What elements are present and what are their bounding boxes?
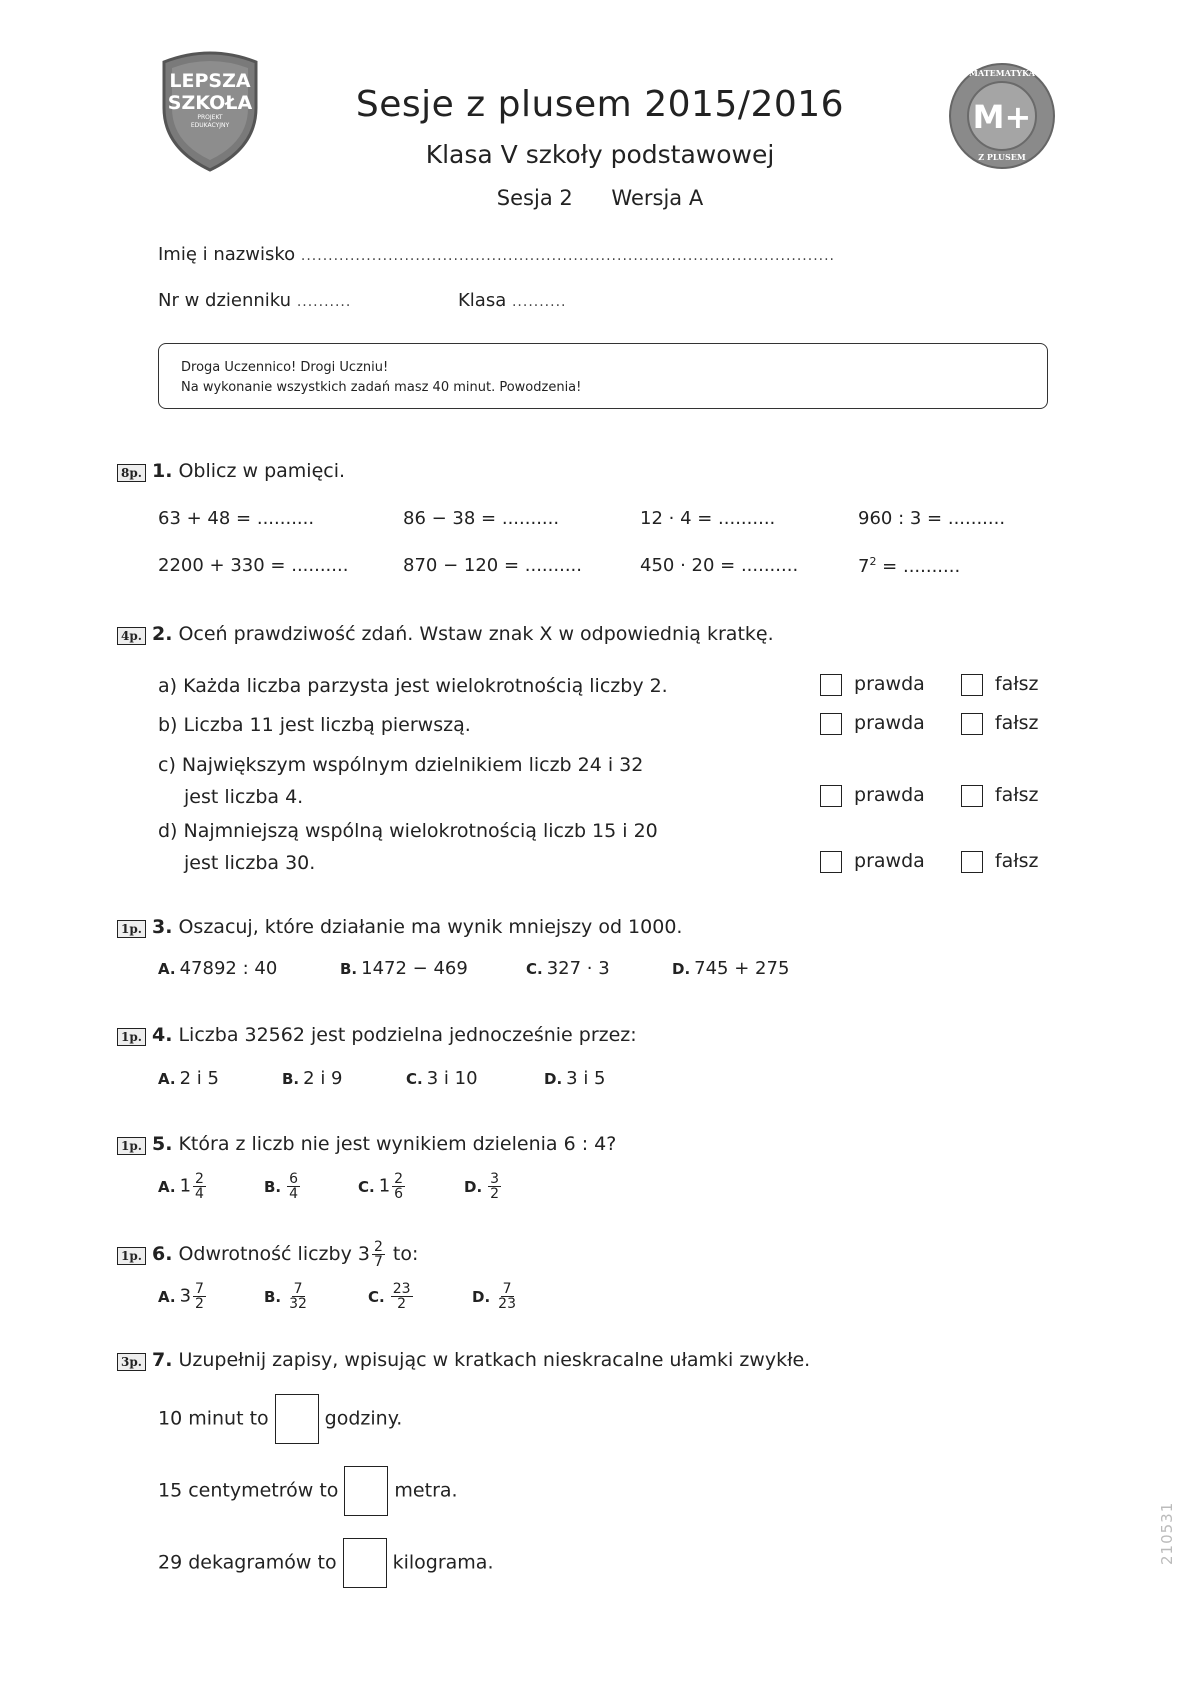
true-label: prawda [854, 673, 925, 695]
question-number: 6. [151, 1243, 173, 1265]
q2-statement-b: b) Liczba 11 jest liczbą pierwszą. [158, 714, 471, 736]
option-text: 2 i 9 [303, 1068, 343, 1089]
option-text: 2 i 5 [179, 1068, 219, 1089]
name-field[interactable]: .................................................................................................. [300, 248, 836, 264]
question-6-header [117, 1240, 418, 1269]
points-badge: 1p. [117, 1247, 146, 1265]
version-label: Wersja A [611, 186, 704, 210]
q2-statement-c-line2: jest liczba 4. [184, 786, 304, 808]
q7-row1-before: 10 minut to [158, 1407, 269, 1430]
checkbox-true[interactable] [820, 851, 842, 873]
denominator: 4 [195, 1186, 204, 1202]
checkbox-false[interactable] [961, 785, 983, 807]
q5-option-a[interactable] [158, 1172, 208, 1201]
true-label: prawda [854, 712, 925, 734]
numerator: 7 [293, 1281, 303, 1297]
option-fraction [392, 1172, 405, 1201]
q6-option-c[interactable] [368, 1282, 415, 1311]
q7-row-2 [158, 1466, 458, 1516]
option-text: 47892 : 40 [179, 958, 278, 979]
class-field[interactable]: .......... [511, 294, 567, 310]
true-label: prawda [854, 784, 925, 806]
denominator: 2 [195, 1296, 204, 1312]
denominator: 7 [373, 1254, 383, 1270]
journal-label: Nr w dzienniku [158, 290, 292, 311]
q1-expr-2[interactable]: 86 − 38 = .......... [403, 508, 560, 529]
q1-expr-5[interactable]: 2200 + 330 = .......... [158, 555, 349, 576]
class-row [458, 290, 567, 311]
option-letter: A. [158, 960, 176, 978]
question-number: 5. [151, 1133, 173, 1155]
question-text: Liczba 32562 jest podzielna jednocześnie przez: [178, 1024, 637, 1046]
question-number: 4. [151, 1024, 173, 1046]
logo-right-ring-top: MATEMATYKA [969, 68, 1035, 78]
true-label: prawda [854, 850, 925, 872]
points-badge: 8p. [117, 464, 146, 482]
q7-row3-before: 29 dekagramów to [158, 1551, 337, 1574]
page-title: Sesje z plusem 2015/2016 [355, 84, 845, 125]
logo-right-ring-bottom: Z PLUSEM [978, 152, 1026, 162]
session-line [0, 186, 1200, 210]
q2-c-options [820, 784, 1039, 807]
question-4-header [117, 1024, 637, 1046]
session-label: Sesja 2 [496, 186, 573, 210]
question-text-end: to: [386, 1243, 419, 1265]
question-2-header [117, 623, 774, 645]
points-badge: 1p. [117, 920, 146, 938]
q4-option-d[interactable] [544, 1068, 606, 1089]
option-whole: 1 [378, 1175, 391, 1197]
option-whole: 3 [179, 1285, 192, 1307]
option-letter: B. [282, 1070, 300, 1088]
false-label: fałsz [994, 784, 1039, 806]
false-label: fałsz [994, 712, 1039, 734]
checkbox-false[interactable] [961, 851, 983, 873]
option-letter: C. [526, 960, 543, 978]
denominator: 2 [397, 1296, 407, 1312]
question-number: 3. [151, 916, 173, 938]
q1-expr-4[interactable]: 960 : 3 = .......... [858, 508, 1006, 529]
q2-d-options [820, 850, 1039, 873]
question-text: Oszacuj, które działanie ma wynik mniejszy od 1000. [178, 916, 683, 938]
question-1-header [117, 460, 345, 482]
denominator: 4 [289, 1186, 299, 1202]
option-fraction [488, 1172, 501, 1201]
question-text: Uzupełnij zapisy, wpisując w kratkach nieskracalne ułamki zwykłe. [178, 1349, 811, 1371]
option-text: 3 i 10 [426, 1068, 478, 1089]
numerator: 2 [195, 1171, 204, 1187]
q4-option-a[interactable] [158, 1068, 219, 1089]
logo-left-line2: SZKOŁA [167, 92, 253, 114]
q4-option-c[interactable] [406, 1068, 478, 1089]
q5-option-d[interactable] [464, 1172, 503, 1201]
journal-field[interactable]: .......... [296, 294, 352, 310]
numerator: 6 [289, 1171, 299, 1187]
q2-statement-d-line2: jest liczba 30. [184, 852, 316, 874]
option-fraction [193, 1172, 206, 1201]
instruction-box [158, 343, 1048, 409]
q7-row2-before: 15 centymetrów to [158, 1479, 339, 1502]
denominator: 32 [289, 1296, 307, 1312]
answer-box-3[interactable] [343, 1538, 387, 1588]
checkbox-false[interactable] [961, 674, 983, 696]
numerator: 3 [490, 1171, 500, 1187]
q1-expr-7[interactable]: 450 · 20 = .......... [640, 555, 799, 576]
logo-left-line3: PROJEKT [197, 114, 223, 121]
q5-option-b[interactable] [264, 1172, 302, 1201]
q1-expr-3[interactable]: 12 · 4 = .......... [640, 508, 776, 529]
numerator: 2 [394, 1171, 404, 1187]
points-badge: 1p. [117, 1028, 146, 1046]
name-label: Imię i nazwisko [158, 244, 296, 265]
option-fraction [391, 1282, 413, 1311]
option-letter: C. [406, 1070, 423, 1088]
option-letter: B. [340, 960, 358, 978]
points-badge: 4p. [117, 627, 146, 645]
q2-statement-d-line1: d) Najmniejszą wspólną wielokrotnością liczb 15 i 20 [158, 820, 658, 842]
q1-expr-1[interactable]: 63 + 48 = .......... [158, 508, 315, 529]
option-letter: A. [158, 1070, 176, 1088]
denominator: 2 [490, 1186, 500, 1202]
q3-option-c[interactable] [526, 958, 610, 979]
q1-expr-6[interactable]: 870 − 120 = .......... [403, 555, 582, 576]
checkbox-true[interactable] [820, 674, 842, 696]
option-letter: C. [358, 1177, 375, 1196]
power-base: 7 [858, 556, 870, 577]
q6-option-a[interactable] [158, 1282, 208, 1311]
q7-row-1 [158, 1394, 402, 1444]
option-fraction [287, 1282, 309, 1311]
q3-option-a[interactable] [158, 958, 277, 979]
question-3-header [117, 916, 682, 938]
journal-row [158, 290, 351, 311]
q2-b-options [820, 712, 1039, 735]
question-fraction [372, 1240, 385, 1269]
points-badge: 1p. [117, 1137, 146, 1155]
q7-row1-after: godziny. [324, 1407, 403, 1430]
denominator: 6 [394, 1186, 404, 1202]
option-fraction [287, 1172, 300, 1201]
question-number: 2. [151, 623, 173, 645]
checkbox-true[interactable] [820, 785, 842, 807]
q3-option-b[interactable] [340, 958, 468, 979]
option-fraction [496, 1282, 518, 1311]
option-letter: A. [158, 1287, 176, 1306]
q4-option-b[interactable] [282, 1068, 343, 1089]
numerator: 7 [502, 1281, 512, 1297]
power-rest: = .......... [876, 556, 961, 577]
false-label: fałsz [994, 673, 1039, 695]
question-text: Odwrotność liczby 3 [178, 1243, 370, 1265]
q7-row-3 [158, 1538, 494, 1588]
logo-left-line1: LEPSZA [169, 70, 251, 92]
instruction-line2: Na wykonanie wszystkich zadań masz 40 minut. Powodzenia! [181, 380, 582, 395]
option-text: 745 + 275 [694, 958, 790, 979]
q2-a-options [820, 673, 1039, 696]
q6-option-b[interactable] [264, 1282, 311, 1311]
numerator: 2 [373, 1239, 383, 1255]
name-row [158, 244, 835, 265]
q2-statement-a: a) Każda liczba parzysta jest wielokrotnością liczby 2. [158, 675, 668, 697]
q6-option-d[interactable] [472, 1282, 520, 1311]
option-letter: D. [472, 1287, 491, 1306]
numerator: 23 [392, 1281, 411, 1297]
question-text: Oceń prawdziwość zdań. Wstaw znak X w odpowiednią kratkę. [178, 623, 774, 645]
answer-box-1[interactable] [275, 1394, 319, 1444]
power-exponent: 2 [869, 555, 877, 568]
question-5-header [117, 1133, 616, 1155]
document-id: 210531 [1158, 1501, 1176, 1565]
option-letter: A. [158, 1177, 176, 1196]
question-text: Która z liczb nie jest wynikiem dzielenia 6 : 4? [178, 1133, 617, 1155]
q1-expr-8[interactable] [858, 555, 960, 577]
question-7-header [117, 1349, 810, 1371]
false-label: fałsz [994, 850, 1039, 872]
q2-statement-c-line1: c) Największym wspólnym dzielnikiem liczb 24 i 32 [158, 754, 644, 776]
option-letter: D. [672, 960, 691, 978]
question-text: Oblicz w pamięci. [178, 460, 346, 482]
option-letter: D. [464, 1177, 483, 1196]
option-text: 1472 − 469 [361, 958, 468, 979]
q3-option-d[interactable] [672, 958, 789, 979]
option-text: 3 i 5 [566, 1068, 606, 1089]
option-letter: B. [264, 1177, 282, 1196]
question-number: 1. [151, 460, 173, 482]
q7-row3-after: kilograma. [392, 1551, 494, 1574]
denominator: 23 [498, 1296, 516, 1312]
option-whole: 1 [179, 1175, 192, 1197]
option-fraction [193, 1282, 206, 1311]
page-subtitle: Klasa V szkoły podstawowej [425, 140, 775, 169]
instruction-line1: Droga Uczennico! Drogi Uczniu! [181, 360, 389, 375]
q5-option-c[interactable] [358, 1172, 407, 1201]
checkbox-true[interactable] [820, 713, 842, 735]
class-label: Klasa [458, 290, 507, 311]
option-letter: C. [368, 1287, 385, 1306]
logo-right-mark: M+ [972, 98, 1032, 136]
logo-left-line4: EDUKACYJNY [190, 122, 230, 129]
answer-box-2[interactable] [344, 1466, 388, 1516]
option-letter: B. [264, 1287, 282, 1306]
option-text: 327 · 3 [546, 958, 610, 979]
numerator: 7 [195, 1281, 204, 1297]
points-badge: 3p. [117, 1353, 146, 1371]
q7-row2-after: metra. [394, 1479, 458, 1502]
question-number: 7. [151, 1349, 173, 1371]
checkbox-false[interactable] [961, 713, 983, 735]
option-letter: D. [544, 1070, 563, 1088]
